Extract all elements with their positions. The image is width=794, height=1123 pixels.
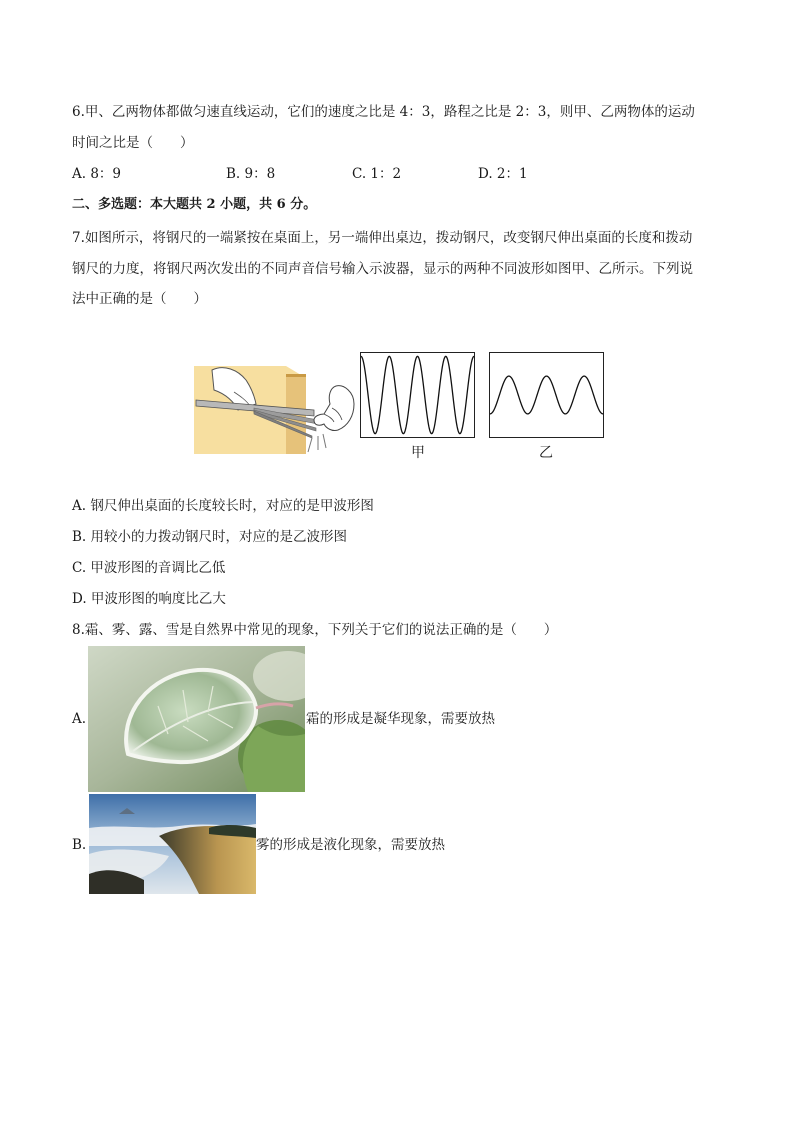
q6-stem-line1: 6.甲、乙两物体都做匀速直线运动，它们的速度之比是 4：3，路程之比是 2：3，则甲、乙两物体的运动	[72, 104, 695, 120]
q8-stem: 8.霜、雾、露、雪是自然界中常见的现象，下列关于它们的说法正确的是（ ）	[72, 622, 558, 638]
plucking-hand-illustration	[308, 384, 358, 436]
q6-option-d: D. 2：1	[478, 166, 528, 182]
section-count: 2	[206, 197, 216, 212]
frost-leaf-image	[88, 646, 305, 792]
q7-stem-line3: 法中正确的是（ ）	[72, 291, 207, 307]
waveform-yi-box	[489, 352, 604, 438]
q8-option-a-text: 霜的形成是凝华现象，需要放热	[306, 711, 495, 727]
vibration-mark-1	[308, 438, 312, 452]
waveform-yi-label: 乙	[539, 445, 553, 461]
q8-option-b-text: 雾的形成是液化现象，需要放热	[256, 837, 445, 853]
waveform-jia-box	[360, 352, 475, 438]
q6-stem-line2: 时间之比是（ ）	[72, 135, 194, 151]
frost-leaf-photo	[88, 646, 305, 792]
waveform-jia-chart	[361, 353, 474, 437]
section-score: 6	[276, 197, 286, 212]
q7-option-d: D. 甲波形图的响度比乙大	[72, 591, 226, 607]
fog-landscape-image	[89, 794, 256, 894]
q7-option-a: A. 钢尺伸出桌面的长度较长时，对应的是甲波形图	[72, 498, 374, 514]
section-text-1: 本大题共	[150, 197, 207, 212]
vibration-mark-3	[323, 434, 326, 448]
fog-landscape-photo	[89, 794, 256, 894]
q6-option-b: B. 9：8	[226, 166, 276, 182]
waveform-jia-curve	[361, 356, 474, 433]
q6-option-a: A. 8：9	[72, 166, 122, 182]
waveform-yi-curve	[490, 376, 603, 414]
section-heading	[72, 196, 316, 214]
waveform-jia-label: 甲	[411, 445, 425, 461]
q8-option-a-letter: A.	[72, 711, 87, 727]
waveform-yi-chart	[490, 353, 603, 437]
section-text-2: 小题，共	[215, 197, 277, 212]
q8-option-b-letter: B.	[72, 837, 87, 853]
q7-option-b: B. 用较小的力拨动钢尺时，对应的是乙波形图	[72, 529, 348, 545]
section-text-3: 分。	[285, 197, 317, 212]
hand-outline	[314, 386, 354, 431]
q6-option-c: C. 1：2	[352, 166, 402, 182]
q7-stem-line2: 钢尺的力度，将钢尺两次发出的不同声音信号输入示波器，显示的两种不同波形如图甲、乙所示。下列说	[72, 261, 693, 277]
q7-stem-line1: 7.如图所示，将钢尺的一端紧按在桌面上，另一端伸出桌边，拨动钢尺，改变钢尺伸出桌面的长度和拨动	[72, 230, 693, 246]
section-title: 二、多选题：	[72, 197, 151, 212]
table-edge-shadow	[286, 374, 306, 377]
q7-option-c: C. 甲波形图的音调比乙低	[72, 560, 226, 576]
